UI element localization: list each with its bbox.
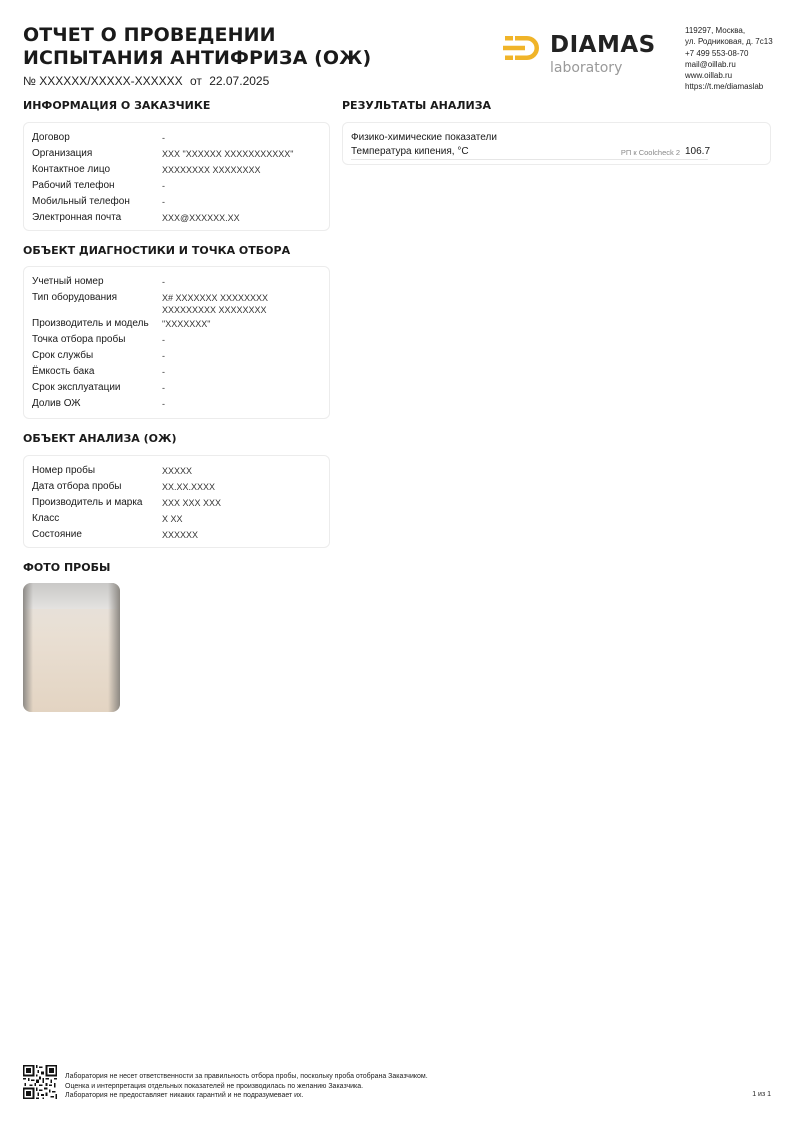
customer-row-value: - bbox=[162, 181, 165, 191]
photo-bottle-cap bbox=[23, 583, 120, 609]
sample-row-label: Производитель и марка bbox=[32, 497, 143, 508]
object-row bbox=[32, 290, 323, 316]
customer-row bbox=[32, 130, 323, 146]
object-row-value: - bbox=[162, 351, 165, 361]
object-row-label: Производитель и модель bbox=[32, 318, 149, 329]
sample-row-label: Состояние bbox=[32, 529, 82, 540]
diamas-logo bbox=[503, 30, 668, 80]
photo-section-title: ФОТО ПРОБЫ bbox=[23, 561, 111, 574]
object-row-label: Долив ОЖ bbox=[32, 398, 81, 409]
result-value: 106.7 bbox=[685, 146, 711, 157]
customer-row-value: XXX@XXXXXX.XX bbox=[162, 213, 240, 223]
object-row bbox=[32, 380, 323, 396]
qr-code-icon bbox=[23, 1065, 57, 1099]
customer-row-value: - bbox=[162, 133, 165, 143]
customer-row-label: Контактное лицо bbox=[32, 164, 111, 175]
customer-row bbox=[32, 178, 323, 194]
contact-phone[interactable]: +7 499 553-08-70 bbox=[685, 48, 749, 58]
object-row-value: - bbox=[162, 383, 165, 393]
logo-name: DIAMAS bbox=[550, 32, 656, 58]
sample-row-value: XXXXXX bbox=[162, 530, 199, 540]
object-row-value: X# XXXXXXX XXXXXXXX XXXXXXXXX XXXXXXXX bbox=[162, 293, 269, 315]
customer-row-label: Мобильный телефон bbox=[32, 196, 130, 207]
sample-row bbox=[32, 511, 323, 527]
report-number-line bbox=[23, 74, 273, 88]
object-section-title: ОБЪЕКТ ДИАГНОСТИКИ И ТОЧКА ОТБОРА bbox=[23, 244, 291, 257]
customer-row-value: - bbox=[162, 197, 165, 207]
object-row-value: - bbox=[162, 277, 165, 287]
contact-email[interactable]: mail@oillab.ru bbox=[685, 59, 736, 69]
customer-row bbox=[32, 162, 323, 178]
contact-block bbox=[685, 25, 773, 93]
object-row-label: Ёмкость бака bbox=[32, 366, 95, 377]
object-row-value: - bbox=[162, 367, 165, 377]
results-card bbox=[342, 122, 771, 165]
results-group-label: Физико-химические показатели bbox=[351, 132, 497, 143]
photo-shadow-left bbox=[23, 583, 33, 712]
sample-row-label: Номер пробы bbox=[32, 465, 96, 476]
contact-website[interactable]: www.oillab.ru bbox=[685, 71, 733, 81]
customer-card bbox=[23, 122, 330, 231]
object-row-label: Срок эксплуатации bbox=[32, 382, 121, 393]
sample-row-value: XXX XXX XXX bbox=[162, 498, 222, 508]
report-title-line1: ОТЧЕТ О ПРОВЕДЕНИИ bbox=[23, 24, 276, 46]
sample-rows bbox=[32, 463, 323, 543]
report-title-line2: ИСПЫТАНИЯ АНТИФРИЗА (ОЖ) bbox=[23, 47, 372, 69]
object-row bbox=[32, 396, 323, 412]
disclaimer-line-3: Лаборатория не предоставляет никаких гарантий и не подразумевает их. bbox=[65, 1092, 304, 1099]
sample-row-value: XXXXX bbox=[162, 466, 193, 476]
diamas-logo-icon bbox=[503, 33, 543, 63]
customer-row-value: XXXXXXXX XXXXXXXX bbox=[162, 165, 261, 175]
object-row-value: "XXXXXXX" bbox=[162, 319, 211, 329]
customer-rows bbox=[32, 130, 323, 226]
sample-photo[interactable] bbox=[23, 583, 120, 712]
result-row bbox=[351, 146, 711, 160]
result-method: РП к Coolcheck 2 bbox=[620, 148, 680, 157]
report-number: № XXXXXX/XXXXX-XXXXXX bbox=[23, 74, 183, 88]
sample-row bbox=[32, 527, 323, 543]
report-date-prefix: от bbox=[189, 74, 202, 88]
object-row-value: - bbox=[162, 399, 165, 409]
object-row-value: - bbox=[162, 335, 165, 345]
photo-shadow-right bbox=[108, 583, 120, 712]
sample-row bbox=[32, 463, 323, 479]
customer-row bbox=[32, 210, 323, 226]
object-row bbox=[32, 332, 323, 348]
sample-section-title: ОБЪЕКТ АНАЛИЗА (ОЖ) bbox=[23, 432, 177, 445]
object-row-label: Учетный номер bbox=[32, 276, 104, 287]
sample-row-label: Класс bbox=[32, 513, 60, 524]
report-date: 22.07.2025 bbox=[209, 74, 270, 88]
object-row-label: Точка отбора пробы bbox=[32, 334, 126, 345]
report-title bbox=[23, 24, 371, 70]
customer-row bbox=[32, 146, 323, 162]
object-row bbox=[32, 316, 323, 332]
customer-row bbox=[32, 194, 323, 210]
customer-row-label: Договор bbox=[32, 132, 70, 143]
customer-section-title: ИНФОРМАЦИЯ О ЗАКАЗЧИКЕ bbox=[23, 99, 211, 112]
page-number: 1 из 1 bbox=[752, 1091, 771, 1098]
contact-telegram[interactable]: https://t.me/diamaslab bbox=[685, 82, 764, 92]
object-row-label: Срок службы bbox=[32, 350, 94, 361]
object-card bbox=[23, 266, 330, 419]
disclaimer-line-1: Лаборатория не несет ответственности за правильность отбора пробы, поскольку проба отобрана Заказчиком. bbox=[65, 1073, 428, 1080]
object-rows bbox=[32, 274, 323, 412]
sample-row bbox=[32, 495, 323, 511]
sample-row-value: X XX bbox=[162, 514, 183, 524]
disclaimer-line-2: Оценка и интерпретация отдельных показателей не производилась по желанию Заказчика. bbox=[65, 1082, 364, 1090]
sample-card bbox=[23, 455, 330, 548]
object-row bbox=[32, 274, 323, 290]
sample-row-label: Дата отбора пробы bbox=[32, 481, 122, 492]
sample-row bbox=[32, 479, 323, 495]
object-row bbox=[32, 364, 323, 380]
object-row bbox=[32, 348, 323, 364]
customer-row-value: XXX "XXXXXX XXXXXXXXXXX" bbox=[162, 149, 294, 159]
logo-subtitle: laboratory bbox=[550, 60, 623, 76]
customer-row-label: Электронная почта bbox=[32, 212, 122, 223]
object-row-label: Тип оборудования bbox=[32, 292, 118, 303]
contact-address-1: 119297, Москва, bbox=[685, 26, 746, 35]
customer-row-label: Рабочий телефон bbox=[32, 180, 115, 191]
disclaimer bbox=[65, 1072, 428, 1101]
sample-row-value: XX.XX.XXXX bbox=[162, 482, 216, 492]
customer-row-label: Организация bbox=[32, 148, 93, 159]
contact-address-2: ул. Родниковая, д. 7с13 bbox=[685, 37, 773, 47]
result-name: Температура кипения, °C bbox=[351, 146, 469, 157]
results-section-title: РЕЗУЛЬТАТЫ АНАЛИЗА bbox=[342, 99, 492, 112]
